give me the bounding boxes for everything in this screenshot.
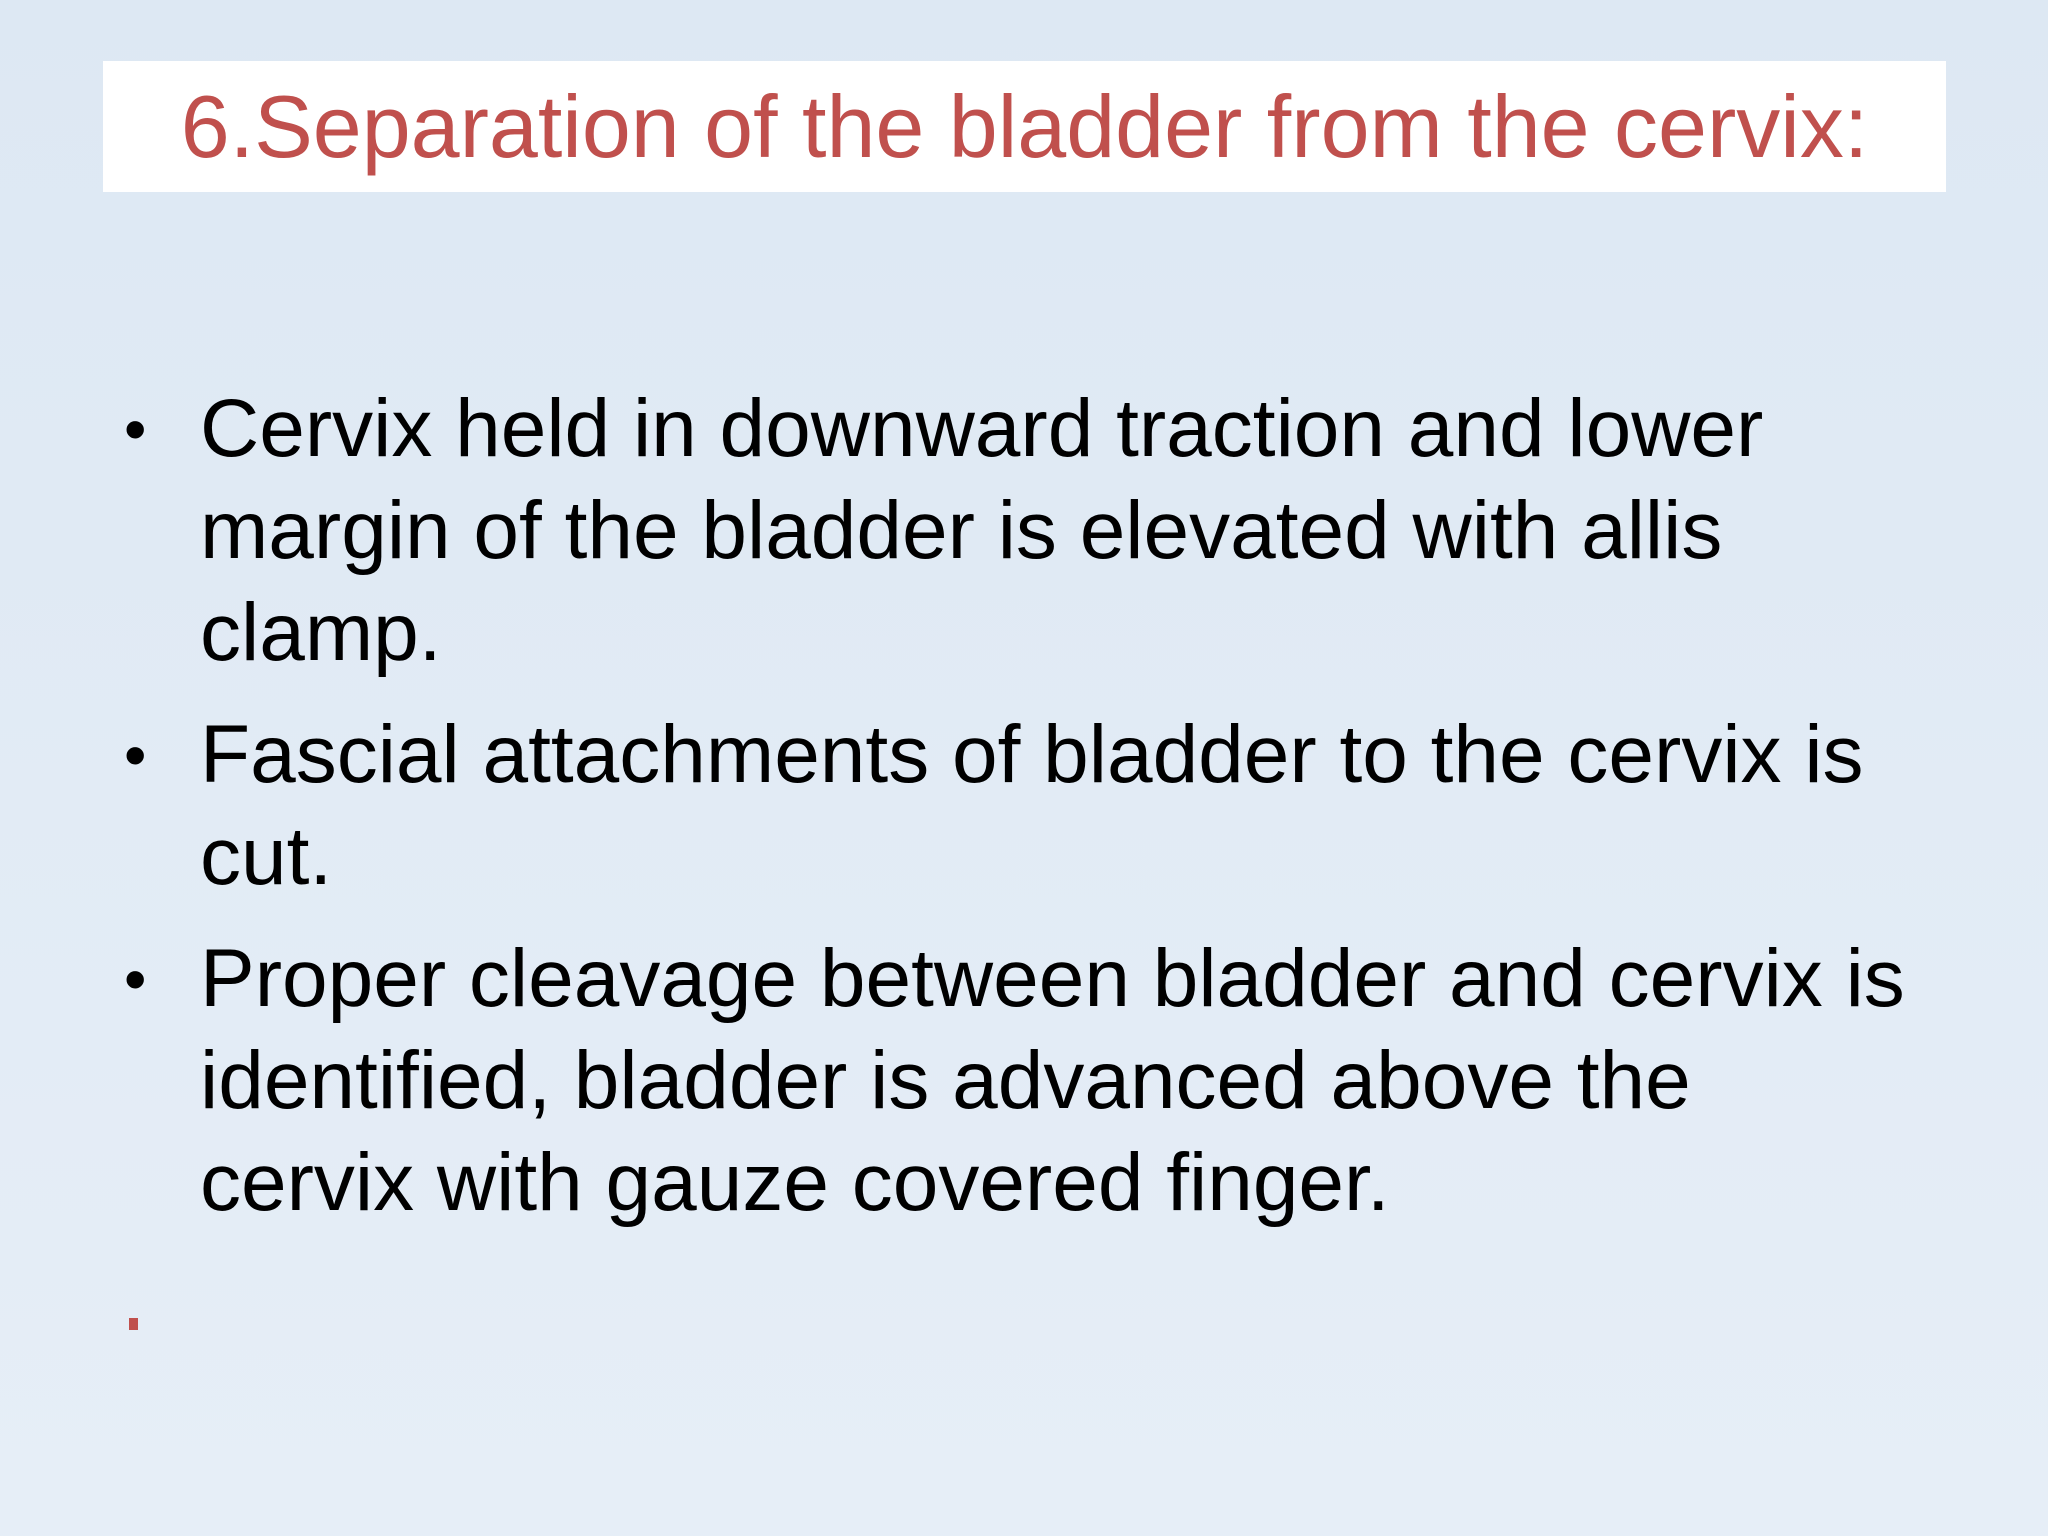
bullet-marker: • <box>124 943 147 1015</box>
bullet-item <box>120 928 1920 1234</box>
title-box <box>103 61 1946 192</box>
bullet-marker: • <box>124 719 147 791</box>
bullet-marker: • <box>124 393 147 465</box>
bullet-text: Proper cleavage between bladder and cervix is identified, bladder is advanced above the cervix with gauze covered finger. <box>200 933 1905 1228</box>
bullet-text: Fascial attachments of bladder to the cervix is cut. <box>200 709 1864 902</box>
bullet-item <box>120 704 1920 908</box>
bullet-text: Cervix held in downward traction and lower margin of the bladder is elevated with allis clamp. <box>200 383 1764 678</box>
bullet-list <box>120 378 1920 1254</box>
slide-title: 6.Separation of the bladder from the cervix: <box>180 76 1869 176</box>
empty-bullet-marker <box>129 1318 138 1330</box>
bullet-item <box>120 378 1920 684</box>
